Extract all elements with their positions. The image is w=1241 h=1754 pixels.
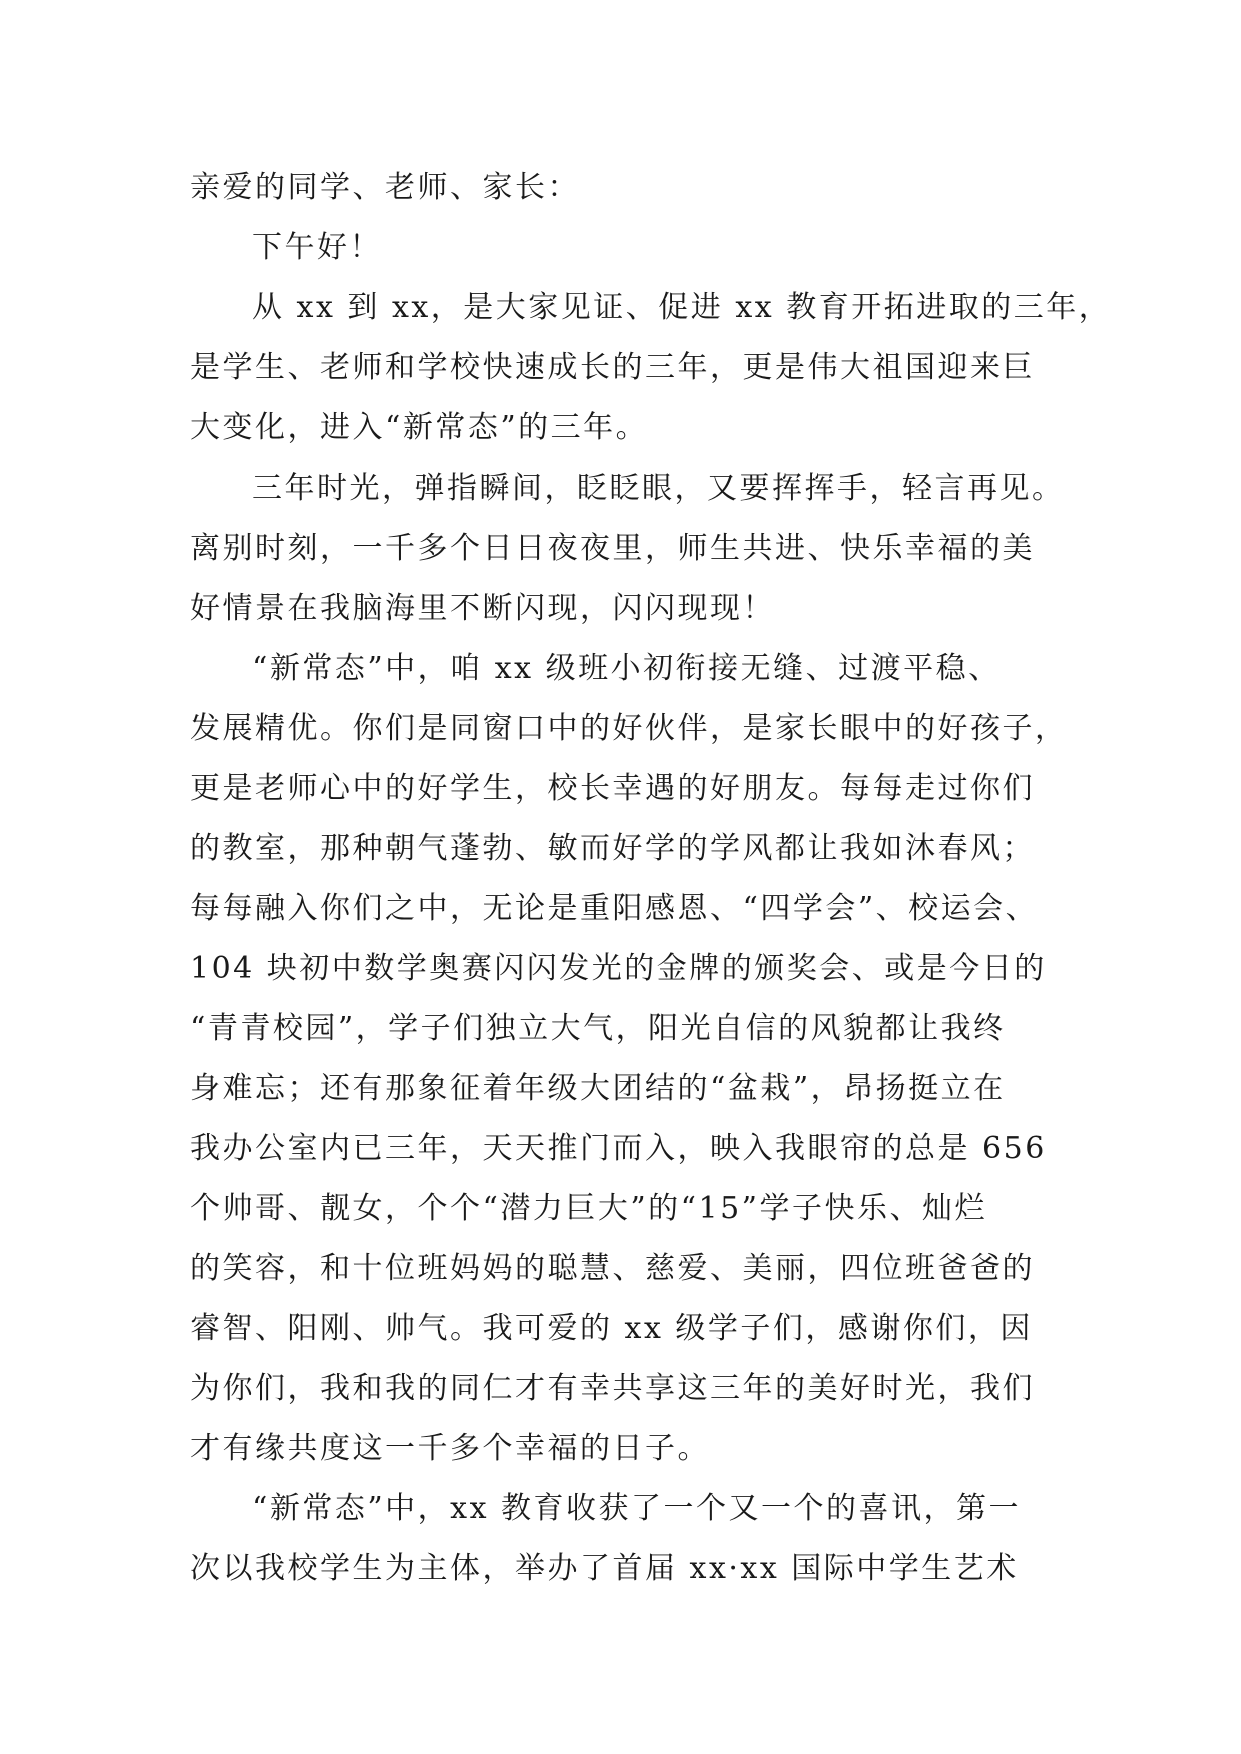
paragraph-line: 发展精优。你们是同窗口中的好伙伴，是家长眼中的好孩子， [190,711,1068,746]
paragraph-line: 从 xx 到 xx，是大家见证、促进 xx 教育开拓进取的三年， [252,290,1112,325]
paragraph-line: 睿智、阳刚、帅气。我可爱的 xx 级学子们，感谢你们，因 [190,1311,1033,1346]
paragraph-line: 104 块初中数学奥赛闪闪发光的金牌的颁奖会、或是今日的 [190,951,1047,986]
paragraph-line: “新常态”中，咱 xx 级班小初衔接无缝、过渡平稳、 [252,651,1001,686]
paragraph-line: 大变化，进入“新常态”的三年。 [190,410,649,445]
paragraph-line: 我办公室内已三年，天天推门而入，映入我眼帘的总是 656 [190,1131,1047,1166]
paragraph-line: 每每融入你们之中，无论是重阳感恩、“四学会”、校运会、 [190,891,1039,926]
paragraph-line: 更是老师心中的好学生，校长幸遇的好朋友。每每走过你们 [190,771,1035,806]
paragraph-line: 的教室，那种朝气蓬勃、敏而好学的学风都让我如沐春风； [190,831,1035,866]
greeting-line: 下午好！ [252,230,382,265]
paragraph-line: “青青校园”，学子们独立大气，阳光自信的风貌都让我终 [190,1011,1006,1046]
paragraph-line: 身难忘；还有那象征着年级大团结的“盆栽”，昂扬挺立在 [190,1071,1006,1106]
paragraph-line: 三年时光，弹指瞬间，眨眨眼，又要挥挥手，轻言再见。 [252,471,1065,506]
paragraph-line: 是学生、老师和学校快速成长的三年，更是伟大祖国迎来巨 [190,350,1035,385]
paragraph-line: 才有缘共度这一千多个幸福的日子。 [190,1431,710,1466]
salutation: 亲爱的同学、老师、家长： [190,170,580,205]
paragraph-line: 次以我校学生为主体，举办了首届 xx·xx 国际中学生艺术 [190,1551,1019,1586]
paragraph-line: 好情景在我脑海里不断闪现，闪闪现现！ [190,591,775,626]
paragraph-line: 离别时刻，一千多个日日夜夜里，师生共进、快乐幸福的美 [190,531,1035,566]
paragraph-line: 个帅哥、靓女，个个“潜力巨大”的“15”学子快乐、灿烂 [190,1191,988,1226]
paragraph-line: 的笑容，和十位班妈妈的聪慧、慈爱、美丽，四位班爸爸的 [190,1251,1035,1286]
paragraph-line: “新常态”中，xx 教育收获了一个又一个的喜讯，第一 [252,1491,1022,1526]
paragraph-line: 为你们，我和我的同仁才有幸共享这三年的美好时光，我们 [190,1371,1035,1406]
